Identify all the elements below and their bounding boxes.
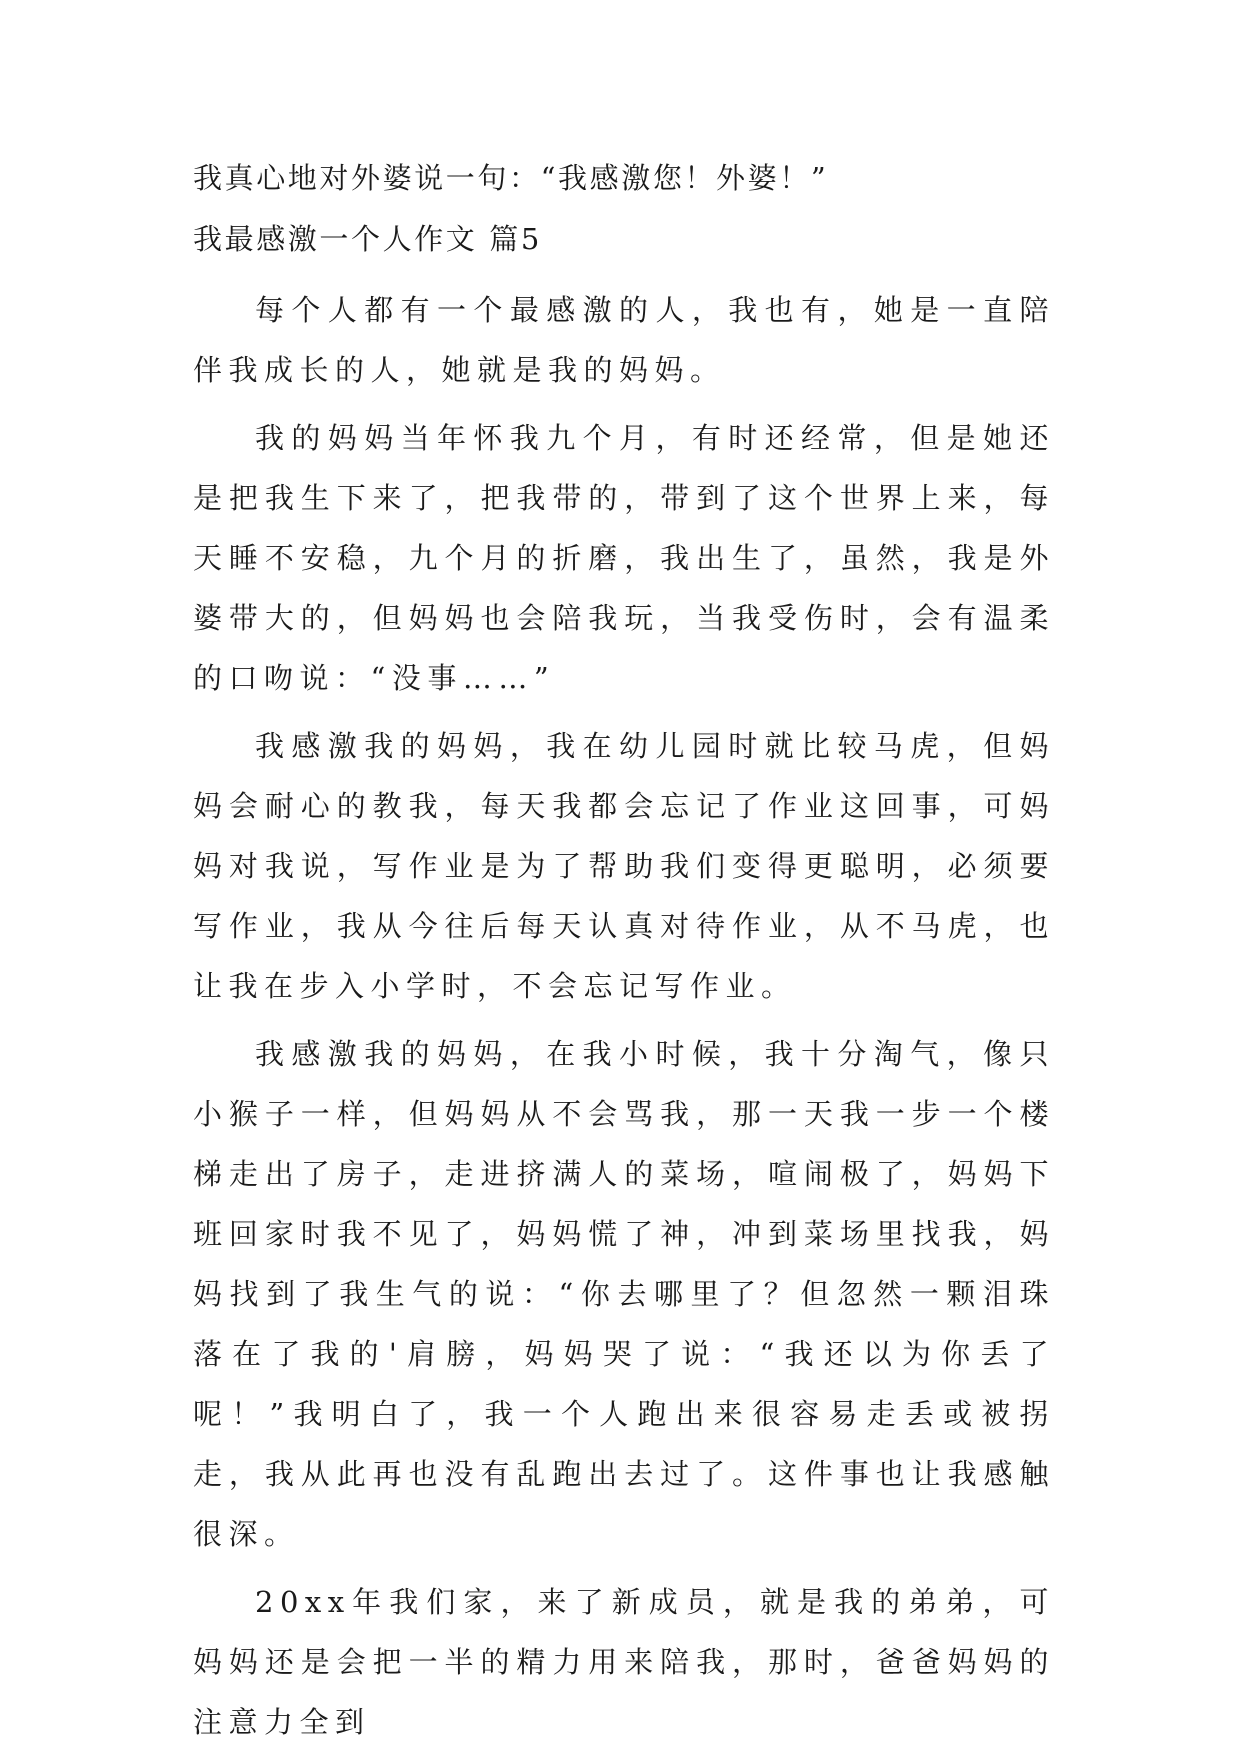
essay-title: 我最感激一个人作文 篇5 (193, 222, 542, 256)
closing-line: 我真心地对外婆说一句：“我感激您！外婆！” (193, 161, 829, 195)
paragraph-5: 20xx年我们家，来了新成员，就是我的弟弟，可妈妈还是会把一半的精力用来陪我，那时，爸爸妈妈的注意力全到 (193, 1585, 1055, 1739)
paragraph-1: 每个人都有一个最感激的人，我也有，她是一直陪伴我成长的人，她就是我的妈妈。 (193, 293, 1055, 387)
paragraph-2: 我的妈妈当年怀我九个月，有时还经常，但是她还是把我生下来了，把我带的，带到了这个世界上来，每天睡不安稳，九个月的折磨，我出生了，虽然，我是外婆带大的，但妈妈也会陪我玩，当我受伤时，会有温柔的口吻说：“没事……” (193, 421, 1055, 695)
paragraph-4: 我感激我的妈妈，在我小时候，我十分淘气，像只小猴子一样，但妈妈从不会骂我，那一天我一步一个楼梯走出了房子，走进挤满人的菜场，喧闹极了，妈妈下班回家时我不见了，妈妈慌了神，冲到菜场里找我，妈妈找到了我生气的说：“你去哪里了？但忽然一颗泪珠落在了我的'肩膀，妈妈哭了说：“我还以为你丢了呢！”我明白了，我一个人跑出来很容易走丢或被拐走，我从此再也没有乱跑出去过了。这件事也让我感触很深。 (193, 1037, 1055, 1551)
paragraph-3: 我感激我的妈妈，我在幼儿园时就比较马虎，但妈妈会耐心的教我，每天我都会忘记了作业这回事，可妈妈对我说，写作业是为了帮助我们变得更聪明，必须要写作业，我从今往后每天认真对待作业，从不马虎，也让我在步入小学时，不会忘记写作业。 (193, 729, 1055, 1003)
document-body (193, 158, 1055, 1760)
